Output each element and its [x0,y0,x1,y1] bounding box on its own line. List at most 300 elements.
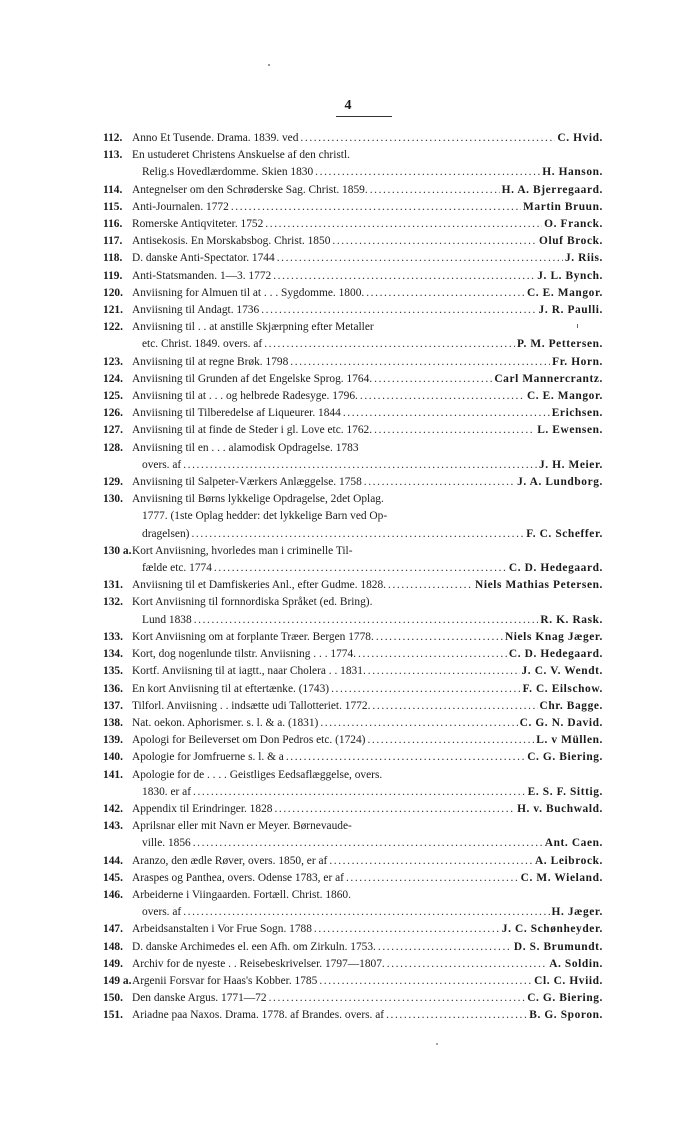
dot-leader [191,526,524,543]
dot-leader [388,577,473,594]
entry-body [132,440,603,474]
entry-body [132,767,603,801]
entry-body [132,147,603,181]
dot-leader [376,629,503,646]
entry-line [132,147,603,164]
page-number: 4 [344,98,352,113]
entry-line [132,973,603,990]
entry-body [132,388,603,405]
entry-number: 118. [103,252,123,265]
catalog-entry-list [103,130,603,1025]
entry-line [132,784,603,801]
entry-line [132,457,603,474]
entry-author: J. R. Paulli. [538,304,603,317]
entry-line [132,629,603,646]
entry-number: 147. [103,923,123,936]
catalog-entry [103,646,603,663]
entry-title-text: Anti-Statsmanden. 1—3. 1772 [132,269,272,282]
entry-title-text: overs. af [142,906,182,919]
dot-leader [343,405,550,422]
entry-number: 139. [103,734,123,747]
dot-leader [374,371,492,388]
entry-author: C. E. Mangor. [526,286,603,299]
catalog-entry [103,319,603,353]
catalog-entry [103,870,603,887]
dot-leader [183,457,537,474]
entry-body [132,1007,603,1024]
entry-body [132,474,603,491]
entry-author: Niels Mathias Petersen. [475,579,603,592]
entry-body [132,182,603,199]
catalog-entry [103,371,603,388]
entry-title-text: overs. af [142,458,182,471]
catalog-entry [103,853,603,870]
dot-leader [386,1007,527,1024]
entry-body [132,285,603,302]
entry-number: 133. [103,630,123,643]
catalog-entry [103,973,603,990]
entry-line [132,887,603,904]
entry-title-text: Tilforl. Anviisning . . indsætte udi Tallotteriet. 1772. [132,699,371,712]
entry-title-text: Kort Anviisning, hvorledes man i criminelle Til- [132,544,353,557]
entry-line [132,319,603,336]
entry-line [132,336,603,353]
catalog-entry [103,577,603,594]
entry-number: 143. [103,820,123,833]
entry-number: 142. [103,802,123,815]
entry-line [132,233,603,250]
entry-author: J. H. Meier. [538,458,603,471]
entry-body [132,405,603,422]
entry-body [132,939,603,956]
entry-author: Erichsen. [551,407,603,420]
entry-line [132,594,603,611]
entry-number: 135. [103,665,123,678]
entry-title-text: 1777. (1ste Oplag hedder: det lykkelige Barn ved Op- [142,510,388,523]
dot-leader [329,853,533,870]
catalog-entry [103,199,603,216]
entry-title-text: Nat. oekon. Aphorismer. s. l. & a. (1831) [132,716,319,729]
entry-title-text: Kort Anviisning til fornnordiska Språket (ed. Bring). [132,596,373,609]
entry-number: 122. [103,321,123,334]
entry-number: 112. [103,132,123,144]
entry-body [132,250,603,267]
page-number-rule [336,116,392,117]
entry-number: 146. [103,888,123,901]
entry-number: 137. [103,699,123,712]
speck-mark [268,64,270,66]
entry-title-text: Apologie for de . . . . Geistliges Eedsaflæggelse, overs. [132,768,383,781]
dot-leader [273,268,535,285]
entry-number: 116. [103,218,123,231]
entry-body [132,715,603,732]
entry-author: C. G. N. David. [519,716,603,729]
entry-line [132,199,603,216]
entry-line [132,371,603,388]
entry-title-text: Kortf. Anviisning til at iagtt., naar Cholera . . 1831. [132,665,366,678]
dot-leader [261,302,536,319]
entry-author: J. L. Bynch. [537,269,603,282]
catalog-entry [103,749,603,766]
dot-leader [194,612,539,629]
entry-author: J. A. Lundborg. [517,476,603,489]
entry-author: J. C. V. Wendt. [521,665,603,678]
entry-author: B. G. Sporon. [529,1009,603,1022]
catalog-entry [103,887,603,921]
entry-body [132,990,603,1007]
entry-title-text: Kort, dog nogenlunde tilstr. Anviisning . . . 1774. [132,648,357,661]
entry-body [132,732,603,749]
entry-title-text: Relig.s Hovedlærdomme. Skien 1830 [142,166,314,179]
entry-number: 114. [103,183,123,196]
entry-body [132,302,603,319]
entry-line [132,956,603,973]
entry-number: 149 a. [103,974,132,987]
entry-author: C. E. Mangor. [526,390,603,403]
entry-title-text: Lund 1838 [142,613,192,626]
entry-title-text: Anviisning til Salpeter-Værkers Anlæggelse. 1758 [132,476,362,489]
entry-author: L. Ewensen. [537,424,603,437]
catalog-entry [103,233,603,250]
entry-line [132,663,603,680]
catalog-entry [103,715,603,732]
entry-number: 134. [103,648,123,661]
entry-number: 127. [103,424,123,437]
entry-line [132,285,603,302]
catalog-entry [103,405,603,422]
entry-title-text: Anviisning til Grunden af det Engelske Sprog. 1764. [132,372,373,385]
entry-line [132,646,603,663]
entry-title-text: Anviisning til Tilberedelse af Liqueurer. 1844 [132,407,341,420]
entry-title-text: Anviisning til at . . . og helbrede Radesyge. 1796. [132,390,358,403]
entry-title-text: Argenii Forsvar for Haas's Kobber. 1785 [132,974,318,987]
dot-leader [315,164,540,181]
entry-title-text: En ustuderet Christens Anskuelse af den christl. [132,149,350,162]
entry-number: 149. [103,957,123,970]
entry-body [132,681,603,698]
entry-title-text: Aranzo, den ædle Røver, overs. 1850, er af [132,854,328,867]
entry-line [132,388,603,405]
entry-line [132,405,603,422]
catalog-entry [103,698,603,715]
dot-leader [368,663,520,680]
dot-leader [290,354,550,371]
entry-number: 144. [103,854,123,867]
entry-title-text: Anti-Journalen. 1772 [132,200,229,213]
entry-line [132,577,603,594]
dot-leader [277,250,563,267]
entry-author: C. Hvid. [557,132,603,144]
entry-author: F. C. Scheffer. [526,527,603,540]
entry-author: R. K. Rask. [540,613,603,626]
speck-mark [436,1043,438,1045]
entry-title-text: Araspes og Panthea, overs. Odense 1783, er af [132,871,344,884]
catalog-entry [103,594,603,628]
entry-body [132,629,603,646]
entry-body [132,956,603,973]
dot-leader [286,749,525,766]
entry-body [132,233,603,250]
entry-body [132,801,603,818]
entry-body [132,818,603,852]
dot-leader [320,715,517,732]
entry-title-text: Anno Et Tusende. Drama. 1839. ved [132,132,299,144]
entry-author: O. Franck. [544,218,603,231]
entry-line [132,921,603,938]
entry-line [132,130,603,147]
entry-line [132,939,603,956]
entry-number: 119. [103,269,123,282]
entry-line [132,182,603,199]
entry-title-text: Anviisning til at finde de Steder i gl. Love etc. 1762. [132,424,373,437]
entry-author: H. v. Buchwald. [517,802,603,815]
entry-number: 129. [103,476,123,489]
entry-author: C. M. Wieland. [520,871,603,884]
entry-line [132,818,603,835]
entry-body [132,319,603,353]
entry-number: 130. [103,493,123,506]
entry-body [132,749,603,766]
entry-author: H. Jæger. [551,906,603,919]
entry-number: 132. [103,596,123,609]
dot-leader [372,698,537,715]
entry-body [132,422,603,439]
entry-body [132,577,603,594]
catalog-entry [103,147,603,181]
entry-body [132,887,603,921]
entry-body [132,973,603,990]
catalog-entry [103,663,603,680]
entry-title-text: Anviisning til Andagt. 1736 [132,304,260,317]
entry-number: 121. [103,304,123,317]
catalog-entry [103,302,603,319]
entry-title-text: Anviisning til at regne Brøk. 1798 [132,355,289,368]
entry-number: 138. [103,716,123,729]
entry-body [132,870,603,887]
entry-body [132,216,603,233]
entry-author: J. Riis. [564,252,603,265]
entry-body [132,371,603,388]
entry-body [132,646,603,663]
entry-body [132,663,603,680]
entry-title-text: Anviisning til en . . . alamodisk Opdragelse. 1783 [132,441,359,454]
entry-title-text: dragelsen) [142,527,190,540]
entry-title-text: 1830. er af [142,785,192,798]
catalog-entry [103,629,603,646]
catalog-entry [103,990,603,1007]
dot-leader [358,646,507,663]
catalog-entry [103,767,603,801]
entry-number: 120. [103,286,123,299]
entry-line [132,904,603,921]
entry-title-text: Anviisning til Børns lykkelige Opdragelse, 2det Oplag. [132,493,384,506]
entry-author: Chr. Bagge. [539,699,603,712]
dot-leader [360,388,525,405]
entry-body [132,543,603,577]
dot-leader [183,904,549,921]
catalog-entry [103,422,603,439]
catalog-entry [103,939,603,956]
entry-line [132,250,603,267]
entry-line [132,767,603,784]
dot-leader [378,939,512,956]
catalog-entry [103,268,603,285]
entry-author: Martin Bruun. [523,200,603,213]
entry-line [132,508,603,525]
entry-line [132,302,603,319]
entry-title-text: D. danske Archimedes el. een Afh. om Zirkuln. 1753. [132,940,376,953]
entry-title-text: Appendix til Erindringer. 1828 [132,802,273,815]
entry-title-text: Arbeiderne i Viingaarden. Fortæll. Christ. 1860. [132,888,351,901]
entry-author: C. D. Hedegaard. [508,562,603,575]
dot-leader [265,216,542,233]
entry-line [132,354,603,371]
entry-number: 124. [103,372,123,385]
dot-leader [319,973,532,990]
dot-leader [387,956,547,973]
entry-number: 136. [103,682,123,695]
entry-author: F. C. Eilschow. [522,682,603,695]
entry-line [132,422,603,439]
catalog-entry [103,681,603,698]
entry-author: Oluf Brock. [539,235,603,248]
dot-leader [264,336,515,353]
dot-leader [374,422,535,439]
entry-line [132,440,603,457]
entry-line [132,681,603,698]
catalog-entry [103,491,603,543]
entry-title-text: Kort Anviisning om at forplante Træer. Bergen 1778. [132,630,374,643]
entry-body [132,130,603,147]
dot-leader [214,560,507,577]
entry-title-text: D. danske Anti-Spectator. 1744 [132,252,275,265]
entry-number: 151. [103,1009,123,1022]
entry-body [132,921,603,938]
entry-body [132,268,603,285]
entry-title-text: Anviisning til et Damfiskeries Anl., efter Gudme. 1828. [132,579,387,592]
entry-line [132,853,603,870]
entry-author: C. D. Hedegaard. [508,648,603,661]
entry-title-text: Antegnelser om den Schrøderske Sag. Christ. 1859. [132,183,368,196]
dot-leader [193,835,543,852]
dot-leader [331,681,520,698]
entry-title-text: Archiv for de nyeste . . Reisebeskrivelser. 1797—1807. [132,957,385,970]
entry-line [132,749,603,766]
catalog-entry [103,182,603,199]
catalog-entry [103,732,603,749]
entry-title-text: Arbeidsanstalten i Vor Frue Sogn. 1788 [132,923,312,936]
entry-title-text: Ariadne paa Naxos. Drama. 1778. af Brandes. overs. af [132,1009,385,1022]
entry-author: C. G. Biering. [527,751,603,764]
entry-line [132,216,603,233]
catalog-entry [103,388,603,405]
entry-title-text: Anviisning for Almuen til at . . . Sygdomme. 1800. [132,286,365,299]
catalog-entry [103,440,603,474]
dot-leader [300,130,555,147]
dot-leader [366,285,525,302]
dot-leader [274,801,515,818]
entry-author: P. M. Pettersen. [516,338,603,351]
entry-number: 113. [103,149,123,162]
entry-title-text: Romerske Antiqviteter. 1752 [132,218,264,231]
catalog-entry [103,1007,603,1024]
entry-line [132,474,603,491]
dot-leader [332,233,537,250]
entry-author: A. Soldin. [549,957,603,970]
catalog-entry [103,801,603,818]
catalog-entry [103,354,603,371]
entry-author: H. A. Bjerregaard. [501,183,603,196]
entry-line [132,801,603,818]
dot-leader [314,921,500,938]
entry-author: Ant. Caen. [544,837,603,850]
entry-line [132,491,603,508]
entry-line [132,835,603,852]
entry-body [132,698,603,715]
dot-leader [364,474,515,491]
entry-line [132,1007,603,1024]
dot-leader [367,732,534,749]
entry-author: H. Hanson. [542,166,603,179]
entry-number: 145. [103,871,123,884]
entry-number: 131. [103,579,123,592]
entry-line [132,698,603,715]
dot-leader [193,784,526,801]
entry-title-text: etc. Christ. 1849. overs. af [142,338,263,351]
entry-line [132,164,603,181]
catalog-entry [103,216,603,233]
entry-line [132,990,603,1007]
entry-author: Niels Knag Jæger. [504,630,603,643]
entry-author: D. S. Brumundt. [513,940,603,953]
catalog-entry [103,250,603,267]
entry-number: 130 a. [103,544,132,557]
entry-line [132,268,603,285]
entry-line [132,612,603,629]
entry-author: J. C. Schønheyder. [501,923,603,936]
entry-title-text: ville. 1856 [142,837,191,850]
catalog-entry [103,543,603,577]
entry-body [132,491,603,543]
dot-leader [346,870,519,887]
entry-body [132,594,603,628]
catalog-entry [103,921,603,938]
entry-number: 115. [103,200,123,213]
entry-number: 126. [103,407,123,420]
entry-author: E. S. F. Sittig. [527,785,603,798]
entry-number: 128. [103,441,123,454]
catalog-entry [103,818,603,852]
entry-body [132,354,603,371]
entry-line [132,732,603,749]
entry-title-text: Antisekosis. En Morskabsbog. Christ. 1850 [132,235,331,248]
entry-line [132,560,603,577]
entry-title-text: Aprilsnar eller mit Navn er Meyer. Børnevaude- [132,820,352,833]
entry-author: Cl. C. Hviid. [534,974,603,987]
entry-number: 140. [103,751,123,764]
entry-number: 141. [103,768,123,781]
catalog-entry [103,956,603,973]
entry-author: Carl Mannercrantz. [494,372,603,385]
entry-title-text: Apologie for Jomfruerne s. l. & a [132,751,284,764]
entry-author: C. G. Biering. [527,992,603,1005]
entry-number: 125. [103,390,123,403]
entry-number: 117. [103,235,123,248]
entry-title-text: Den danske Argus. 1771—72 [132,992,267,1005]
entry-line [132,715,603,732]
entry-number: 123. [103,355,123,368]
catalog-entry [103,130,603,147]
